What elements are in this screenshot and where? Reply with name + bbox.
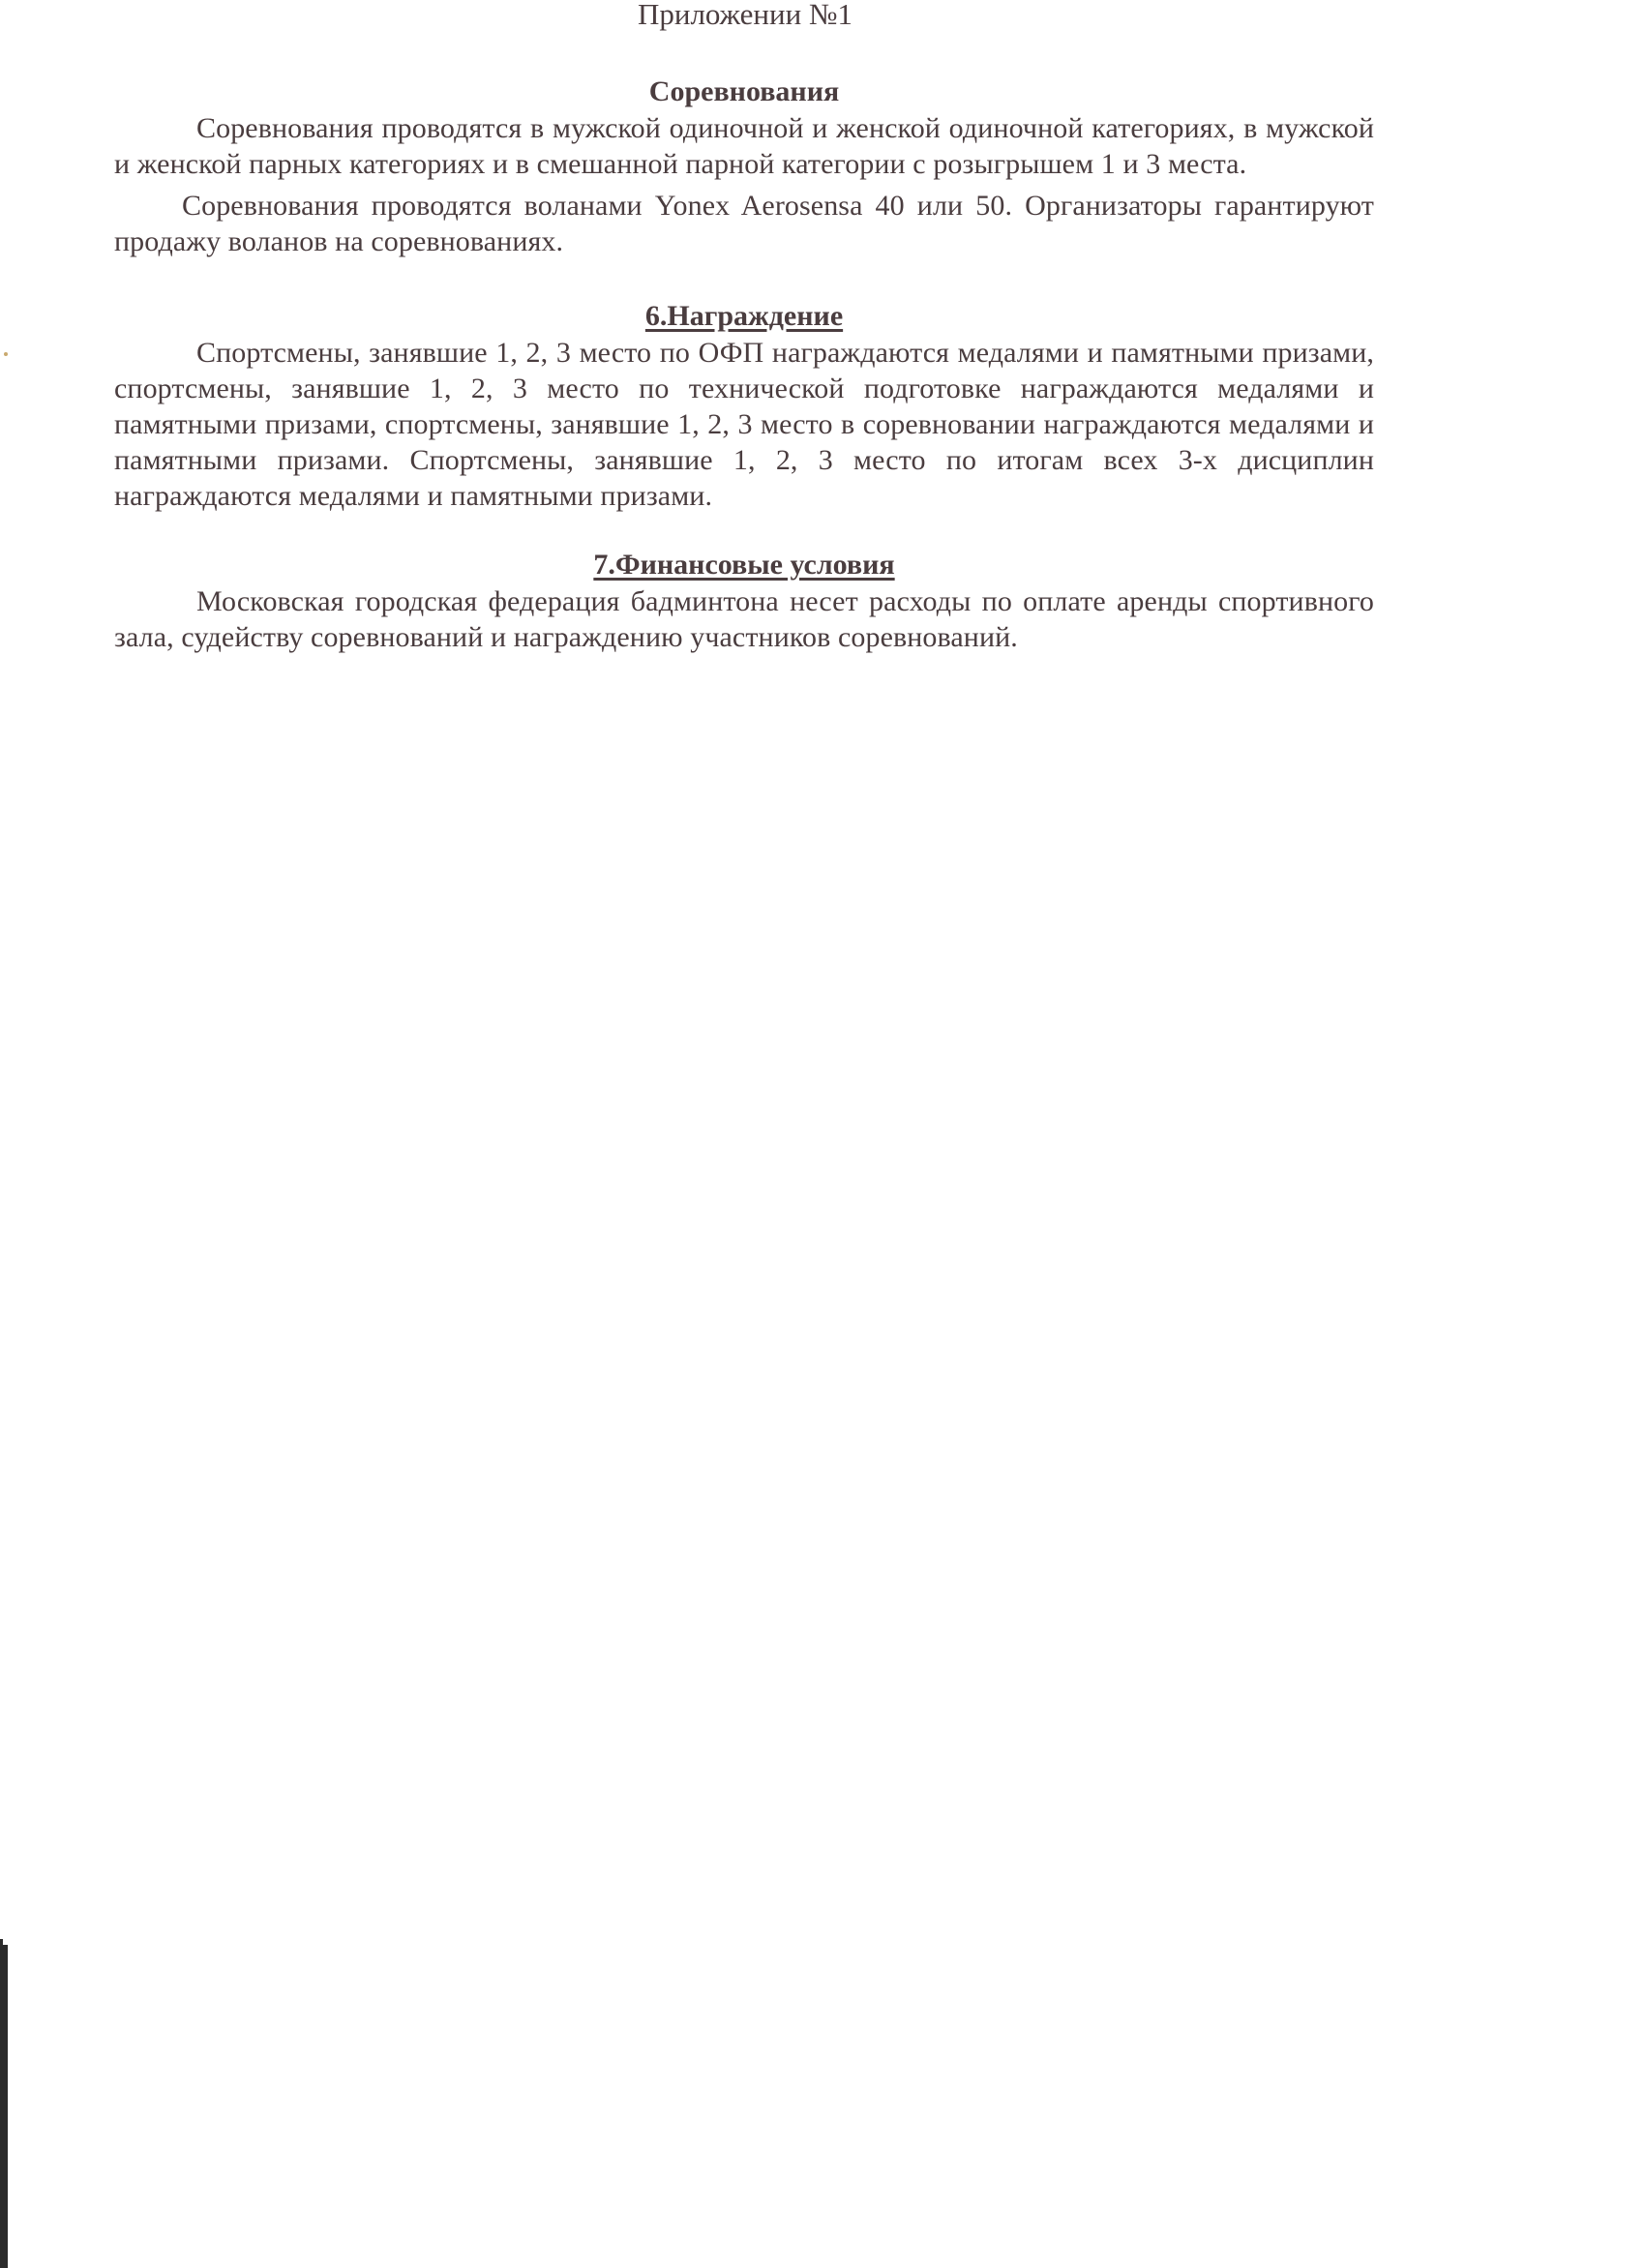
section-awards	[114, 298, 1374, 514]
scan-edge-shadow	[0, 1945, 8, 2268]
section-finance	[114, 547, 1374, 655]
paragraph: Спортсмены, занявшие 1, 2, 3 место по ОФП награждаются медалями и памятными призами, спортсмены, занявшие 1, 2, 3 место по технической подготовке награждаются медалями и памятными призами, спортсмены, занявшие 1, 2, 3 место в соревновании награждаются медалями и памятными призами. Спортсмены, занявшие 1, 2, 3 место по итогам всех 3-х дисциплин награждаются медалями и памятными призами.	[114, 337, 1374, 512]
section-title-competitions: Соревнования	[648, 75, 840, 107]
section-competitions	[114, 74, 1374, 259]
section-title-finance: 7.Финансовые условия	[593, 549, 895, 581]
paragraph: Соревнования проводятся в мужской одиночной и женской одиночной категориях, в мужской и женской парных категориях и в смешанной парной категории с розыгрышем 1 и 3 места.	[114, 112, 1374, 180]
section-title-awards: 6.Награждение	[644, 300, 844, 332]
document-body	[114, 74, 1374, 655]
scan-speck	[4, 352, 8, 356]
attachment-note: Приложении №1	[637, 0, 853, 31]
paragraph: Соревнования проводятся воланами Yonex Aerosensa 40 или 50. Организаторы гарантируют продажу воланов на соревнованиях.	[114, 190, 1374, 257]
paragraph: Московская городская федерация бадминтона несет расходы по оплате аренды спортивного зала, судейству соревнований и награждению участников соревнований.	[114, 585, 1374, 653]
